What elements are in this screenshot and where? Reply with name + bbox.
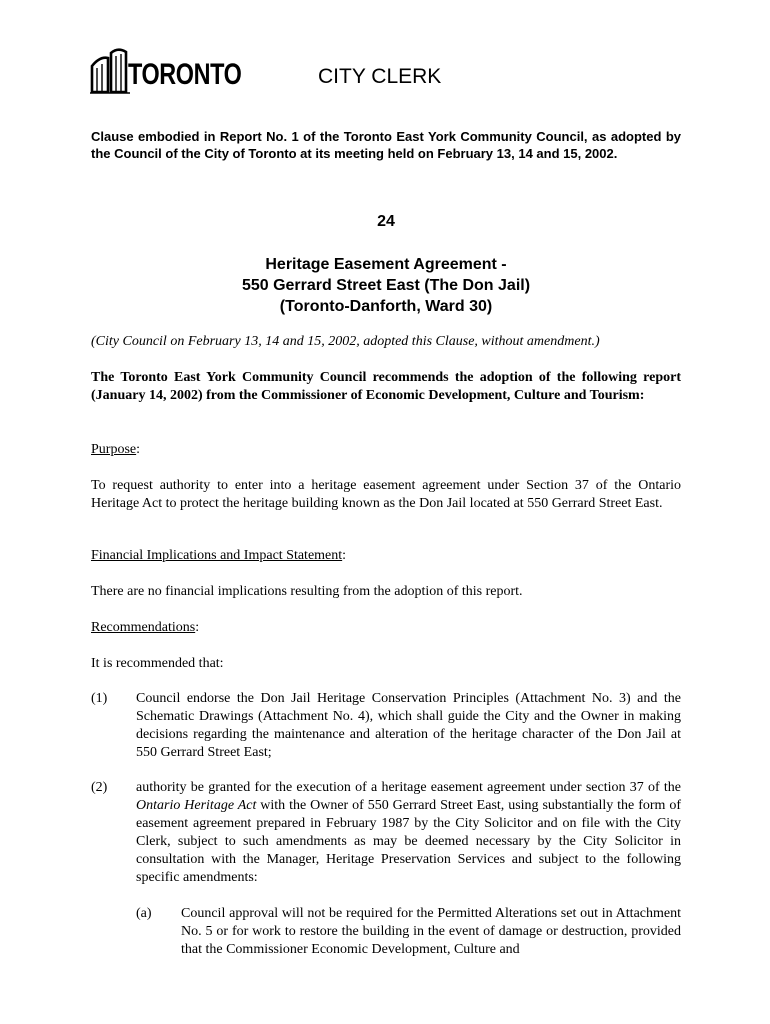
item-text: Council endorse the Don Jail Heritage Conservation Principles (Attachment No. 3) and the Schematic Drawings (Attachment No. 4), which shall guide the City and the Owner in making decisions regarding the maintenance and alteration of the heritage character of the Don Jail at 550 Gerrard Street East; [136,691,681,760]
item-text-part: authority be granted for the execution of a heritage easement agreement under section 37 of the [136,780,681,795]
item-number: 24 [377,213,395,230]
title-line-1: Heritage Easement Agreement - [265,256,507,273]
recommendations-heading-line: Recommendations: [91,620,200,635]
logo-wordmark: TORONTO [128,58,242,91]
title-line-3: (Toronto-Danforth, Ward 30) [279,298,493,315]
department-title: CITY CLERK [318,65,442,88]
recommendation-lead: The Toronto East York Community Council recommends the adoption of the following report (January 14, 2002) from the Commissioner of Economic Development, Culture and Tourism: [91,370,681,403]
financial-heading-line: Financial Implications and Impact Statement: [91,548,347,563]
financial-heading: Financial Implications and Impact Statement [91,548,343,563]
item-text [136,779,681,887]
recommendations-heading: Recommendations [91,620,196,635]
city-hall-icon [90,44,130,96]
financial-text: There are no financial implications resulting from the adoption of this report. [91,584,523,599]
purpose-text: To request authority to enter into a heritage easement agreement under Section 37 of the Ontario Heritage Act to protect the heritage building known as the Don Jail located at 550 Gerrard Street East. [91,478,681,511]
subitem-label: (a) [136,906,152,921]
council-note: (City Council on February 13, 14 and 15, 2002, adopted this Clause, without amendment.) [91,334,600,349]
intro-paragraph: Clause embodied in Report No. 1 of the Toronto East York Community Council, as adopted by the Council of the City of Toronto at its meeting held on February 13, 14 and 15, 2002. [91,129,681,161]
title-line-2: 550 Gerrard Street East (The Don Jail) [241,277,531,294]
clause-title [91,254,681,317]
purpose-heading-line: Purpose: [91,442,141,457]
subitem-text: Council approval will not be required for the Permitted Alterations set out in Attachment No. 5 or for work to restore the building in the event of damage or destruction, provided that the Commissioner Economic Development, Culture and [181,906,681,957]
item-number-label: (1) [91,691,108,706]
item-text-part: with the Owner of 550 Gerrard Street East, using substantially the form of easement agreement prepared in February 1987 by the City Solicitor and on file with the City Clerk, subject to such amendments as may be deemed necessary by the City Solicitor in consultation with the Manager, Heritage Preservation Services and subject to the following specific amendments: [136,798,681,885]
item-number-label: (2) [91,780,108,795]
act-name: Ontario Heritage Act [136,798,257,813]
purpose-heading: Purpose [91,442,137,457]
recommendations-intro: It is recommended that: [91,656,224,671]
toronto-logo [90,44,250,96]
